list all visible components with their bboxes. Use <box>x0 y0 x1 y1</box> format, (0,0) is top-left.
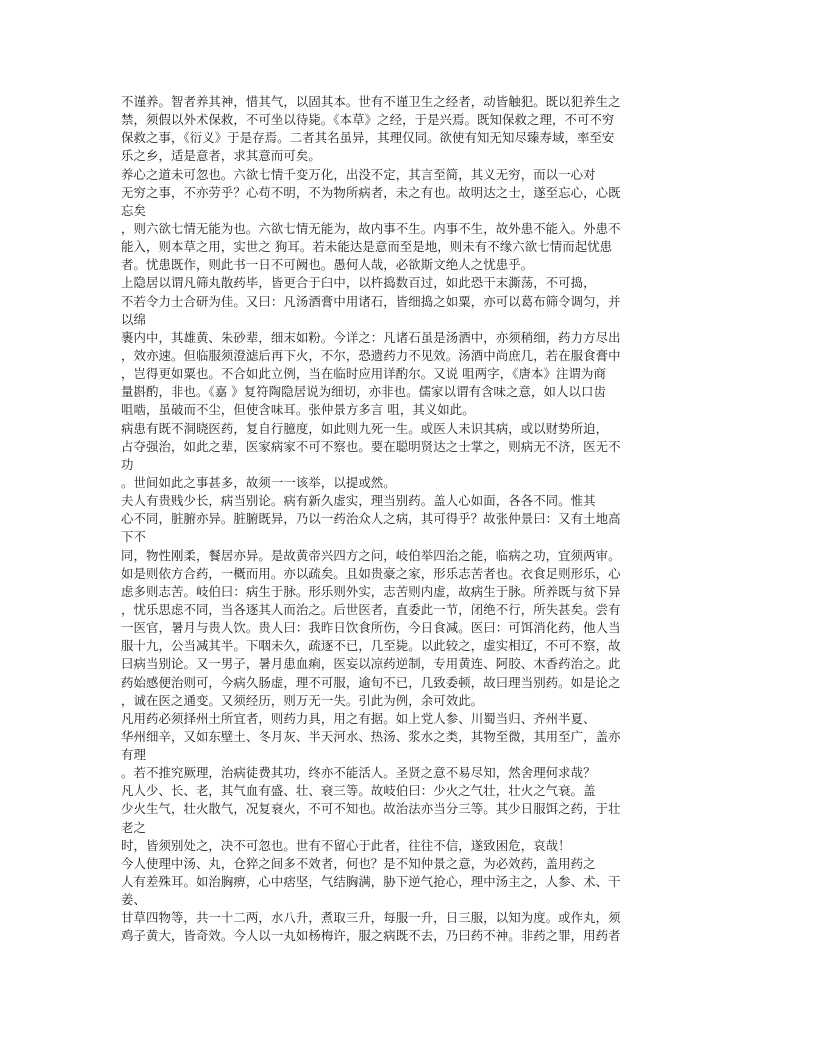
text-line: 虑多则志苦。岐伯曰：病生于脉。形乐则外实，志苦则内虚，故病生于脉。所养既与贫下异 <box>121 583 621 599</box>
text-line: 不谨养。智者养其神，惜其气，以固其本。世有不谨卫生之经者，动皆触犯。既以犯养生之 <box>121 94 621 109</box>
text-line: 甘草四物等，共一十二两，水八升，煮取三升，每服一升，日三服，以知为度。或作丸，须 <box>121 910 621 926</box>
text-line: 曰病当别论。又一男子，暑月患血痢，医妄以凉药逆制，专用黄连、阿胶、木香药治之。此 <box>121 656 621 672</box>
text-line: 无穷之事，不亦劳乎？心苟不明，不为物所病者，未之有也。故明达之士，遂至忘心，心既 <box>121 184 621 200</box>
text-line: 功 <box>121 456 134 472</box>
text-line: 忘矣 <box>121 202 146 218</box>
text-line: 。世间如此之事甚多，故须一一该举，以提或然。 <box>121 474 396 490</box>
text-line: 不若令力士合研为佳。又曰：凡汤酒膏中用诸石，皆细捣之如粟，亦可以葛布筛令调匀，并 <box>121 293 621 309</box>
text-line: 上隐居以谓凡筛丸散药毕，皆更合于臼中，以杵捣数百过，如此恐干末澌荡，不可捣， <box>121 275 596 291</box>
text-line: 能入，则本草之用，实世之 狗耳。若未能达是意而至是地，则未有不缘六欲七情而起忧患 <box>121 239 613 255</box>
body-text <box>121 93 687 946</box>
text-line: ，则六欲七情无能为也。六欲七情无能为，故内事不生。内事不生，故外患不能入。外患不 <box>121 220 621 236</box>
text-line: 有理 <box>121 747 146 763</box>
text-line: 乐之乡，适是意者，求其意而可矣。 <box>121 148 321 164</box>
text-line: 心不同，脏腑亦异。脏腑既异，乃以一药治众人之病，其可得乎？故张仲景曰：又有土地高 <box>121 511 621 527</box>
text-line: 同，物性刚柔，餐居亦异。是故黄帝兴四方之问，岐伯举四治之能，临病之功，宜须两审。 <box>121 547 621 563</box>
text-line: ，效亦速。但临服须澄滤后再下火，不尔，恐遗药力不见效。汤酒中尚庶几，若在服食膏中 <box>121 347 621 363</box>
text-line: 时，皆须别处之，决不可忽也。世有不留心于此者，往往不信，遂致困危，哀哉！ <box>121 837 571 853</box>
text-line: 夫人有贵贱少长，病当别论。病有新久虚实，理当别药。盖人心如面，各各不同。惟其 <box>121 493 596 509</box>
text-line: 病患有既不洞晓医药，复自行臆度，如此则九死一生。或医人未识其病，或以财势所迫， <box>121 420 609 436</box>
text-line: 鸡子黄大，皆奇效。今人以一丸如杨梅许，服之病既不去，乃曰药不神。非药之罪，用药者 <box>121 928 621 944</box>
text-line: ，岂得更如粟也。不合如此立例，当在临时应用详酌尔。又说 咀两字，《唐本》注谓为商 <box>121 366 606 382</box>
text-line: 人有差殊耳。如治胸痹，心中痞坚，气结胸满，胁下逆气抢心，理中汤主之，人参、术、干 <box>121 874 621 890</box>
text-line: 占夺强治，如此之辈，医家病家不可不察也。要在聪明贤达之士掌之，则病无不济，医无不 <box>121 438 621 454</box>
text-line: 一医官，暑月与贵人饮。贵人曰：我昨日饮食所伤，今日食减。医曰：可饵消化药，他人当 <box>121 620 621 636</box>
text-line: 裹内中，其雄黄、朱砂辈，细末如粉。今详之：凡诸石虽是汤酒中，亦须稍细，药力方尽出 <box>121 329 621 345</box>
text-line: 凡人少、长、老，其气血有盛、壮、衰三等。故岐伯曰：少火之气壮，壮火之气衰。盖 <box>121 783 596 799</box>
text-line: 老之 <box>121 819 146 835</box>
text-line: 养心之道未可忽也。六欲七情千变万化，出没不定，其言至简，其义无穷，而以一心对 <box>121 166 596 182</box>
text-line: 者。忧患既作，则此书一日不可阙也。愚何人哉，必欲斯文绝人之忧患乎。 <box>121 257 534 273</box>
text-line: 。若不推究厥理，治病徒费其功，终亦不能活人。圣贤之意不易尽知，然舍理何求哉？ <box>121 765 596 781</box>
text-line: 姜、 <box>121 892 146 908</box>
text-line: 如是则依方合药，一概而用。亦以疏矣。且如贵豪之家，形乐志苦者也。衣食足则形乐，心 <box>121 565 621 581</box>
text-line: ，诚在医之通变。又须经历，则万无一失。引此为例，余可效此。 <box>121 692 484 708</box>
text-line: 禁，须假以外术保救，不可坐以待毙。《本草》之经，于是兴焉。既知保救之理，不可不穷 <box>121 112 615 128</box>
text-line: 少火生气，壮火散气，况复衰火，不可不知也。故治法亦当分三等。其少日服饵之药，于壮 <box>121 801 621 817</box>
text-line: 华州细辛，又如东壁土、冬月灰、半天河水、热汤、浆水之类，其物至微，其用至广，盖亦 <box>121 728 621 744</box>
text-line: 服十九，公当减其半。下咽未久，疏逐不已，几至毙。以此较之，虚实相辽，不可不察，故 <box>121 638 621 654</box>
text-line: 保救之事，《衍义》于是存焉。二者其名虽异，其理仅同。欲使有知无知尽臻寿域，率至安 <box>121 130 615 146</box>
text-line: 咀啮，虽破而不尘，但使含味耳。张仲景方多言 咀，其义如此。 <box>121 402 475 418</box>
text-line: 凡用药必须择州土所宜者，则药力具，用之有据。如上党人参、川蜀当归、齐州半夏、 <box>121 710 596 726</box>
text-line: ，忧乐思虑不同，当各逐其人而治之。后世医者，直委此一节，闭绝不行，所失甚矣。尝有 <box>121 601 621 617</box>
text-line: 以绵 <box>121 311 146 327</box>
text-line: 药始感便治则可，今病久肠虚，理不可服，逾旬不已，几致委顿，故曰理当别药。如是论之 <box>121 674 621 690</box>
text-line: 今人使理中汤、丸，仓猝之间多不效者，何也？是不知仲景之意，为必效药，盖用药之 <box>121 855 596 871</box>
text-line: 下不 <box>121 529 146 545</box>
text-line: 量斟酌，非也。《嘉 》复符陶隐居说为细切，亦非也。儒家以谓有含味之意，如人以口齿 <box>121 384 606 400</box>
